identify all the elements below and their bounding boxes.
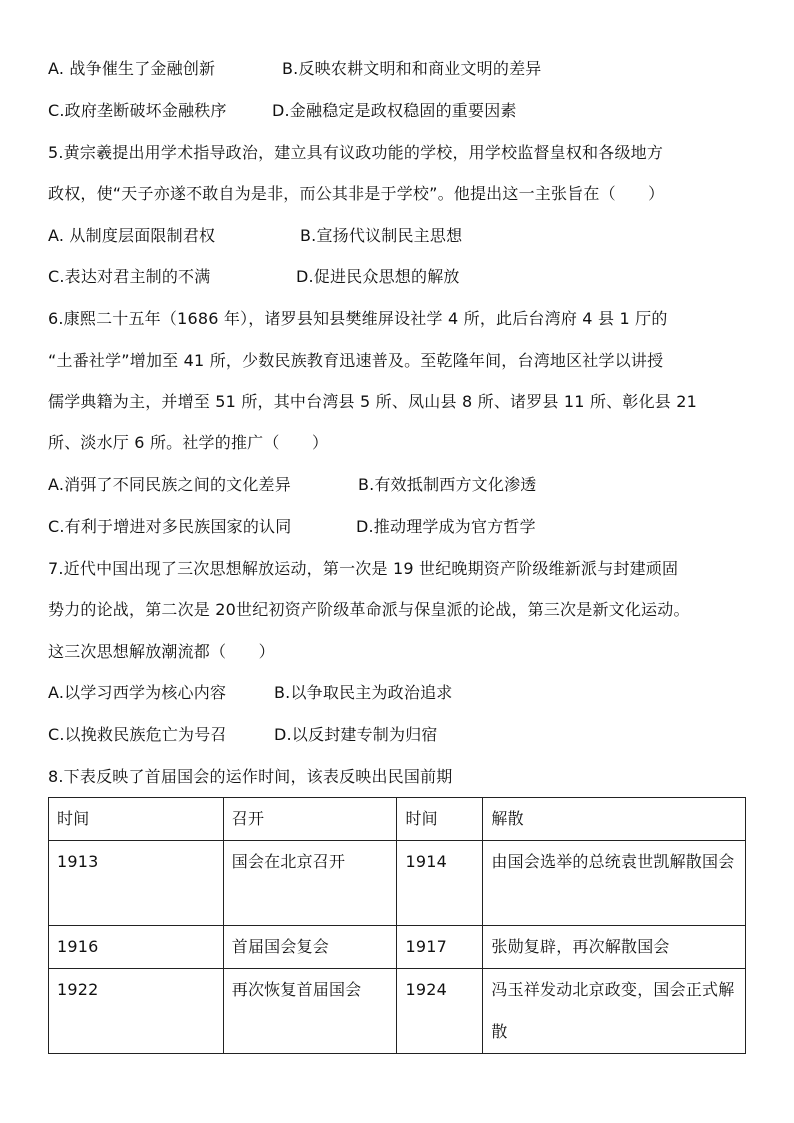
table-cell: 1914 — [397, 841, 483, 926]
q5-stem-line2: 政权，使“天子亦遂不敢自为是非，而公其非是于学校”。他提出这一主张旨在（ ） — [48, 184, 665, 203]
table-cell: 张勋复辟，再次解散国会 — [483, 926, 746, 969]
table-cell: 国会在北京召开 — [223, 841, 397, 926]
table-cell: 由国会选举的总统袁世凯解散国会 — [483, 841, 746, 926]
q7-option-a: A.以学习西学为核心内容 — [48, 683, 227, 702]
q5-stem-line1: 5.黄宗羲提出用学术指导政治，建立具有议政功能的学校，用学校监督皇权和各级地方 — [48, 143, 664, 162]
table-header-cell: 解散 — [483, 798, 746, 841]
q4-option-b: B.反映农耕文明和和商业文明的差异 — [282, 59, 542, 78]
q6-stem-line2: “土番社学”增加至 41 所，少数民族教育迅速普及。至乾隆年间，台湾地区社学以讲授 — [48, 351, 664, 370]
q8-table — [48, 797, 746, 1054]
table-header-cell: 时间 — [49, 798, 224, 841]
table-cell: 冯玉祥发动北京政变，国会正式解散 — [483, 969, 746, 1054]
table-header-row — [49, 798, 746, 841]
q4-option-c: C.政府垄断破坏金融秩序 — [48, 101, 227, 120]
q5-option-c: C.表达对君主制的不满 — [48, 267, 211, 286]
table-row — [49, 926, 746, 969]
q5-option-b: B.宣扬代议制民主思想 — [300, 226, 463, 245]
q6-option-a: A.消弭了不同民族之间的文化差异 — [48, 475, 291, 494]
q6-stem-line4: 所、淡水厅 6 所。社学的推广（ ） — [48, 433, 329, 452]
q7-option-b: B.以争取民主为政治追求 — [274, 683, 453, 702]
table-cell: 首届国会复会 — [223, 926, 397, 969]
q4-option-a: A. 战争催生了金融创新 — [48, 59, 216, 78]
table-cell: 1917 — [397, 926, 483, 969]
table-cell: 再次恢复首届国会 — [223, 969, 397, 1054]
q7-stem-line1: 7.近代中国出现了三次思想解放运动，第一次是 19 世纪晚期资产阶级维新派与封建顽固 — [48, 559, 679, 578]
q6-option-d: D.推动理学成为官方哲学 — [356, 517, 536, 536]
q5-option-a: A. 从制度层面限制君权 — [48, 226, 216, 245]
table-header-cell: 时间 — [397, 798, 483, 841]
q6-stem-line1: 6.康熙二十五年（1686 年），诸罗县知县樊维屏设社学 4 所，此后台湾府 4 县 1 厅的 — [48, 309, 668, 328]
table-cell: 1922 — [49, 969, 224, 1054]
q7-stem-line3: 这三次思想解放潮流都（ ） — [48, 642, 275, 661]
q5-option-d: D.促进民众思想的解放 — [296, 267, 460, 286]
q6-option-b: B.有效抵制西方文化渗透 — [358, 475, 537, 494]
table-row — [49, 969, 746, 1054]
q8-stem: 8.下表反映了首届国会的运作时间，该表反映出民国前期 — [48, 767, 453, 786]
q7-stem-line2: 势力的论战，第二次是 20世纪初资产阶级革命派与保皇派的论战，第三次是新文化运动。 — [48, 600, 690, 619]
q7-option-d: D.以反封建专制为归宿 — [274, 725, 438, 744]
q4-option-d: D.金融稳定是政权稳固的重要因素 — [272, 101, 517, 120]
table-cell: 1913 — [49, 841, 224, 926]
table-cell: 1924 — [397, 969, 483, 1054]
q7-option-c: C.以挽救民族危亡为号召 — [48, 725, 227, 744]
q6-option-c: C.有利于增进对多民族国家的认同 — [48, 517, 292, 536]
table-row — [49, 841, 746, 926]
q6-stem-line3: 儒学典籍为主，并增至 51 所，其中台湾县 5 所、凤山县 8 所、诸罗县 11 所、彰化县 21 — [48, 392, 698, 411]
table-cell: 1916 — [49, 926, 224, 969]
table-header-cell: 召开 — [223, 798, 397, 841]
